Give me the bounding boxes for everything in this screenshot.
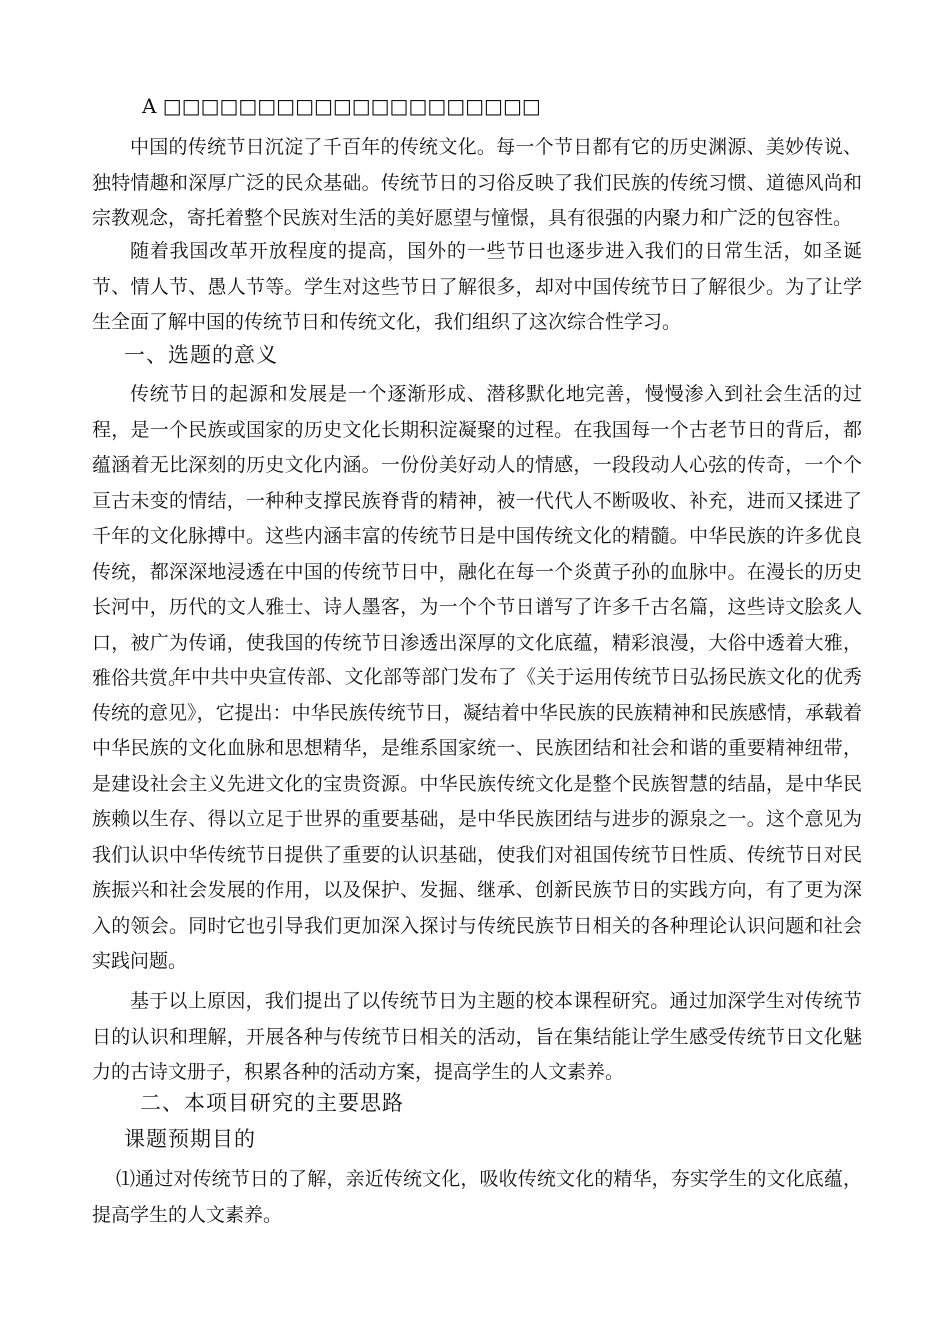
paragraph-reason: 基于以上原因，我们提出了以传统节日为主题的校本课程研究。通过加深学生对传统节日的认识和理解，开展各种与传统节日相关的活动，旨在集结能让学生感受传统节日文化魅力的古诗文册子，积累各种的活动方案，提高学生的人文素养。 xyxy=(92,990,862,1083)
paragraph-background: 随着我国改革开放程度的提高，国外的一些节日也逐步进入我们的日常生活，如圣诞节、情人节、愚人节等。学生对这些节日了解很多，却对中国传统节日了解很少。为了让学生全面了解中国的传统节日和传统文化，我们组织了这次综合性学习。 xyxy=(92,240,862,333)
paragraph-policy: 年中共中央宣传部、文化部等部门发布了《关于运用传统节日弘扬民族文化的优秀传统的意见》，它提出：中华民族传统节日，凝结着中华民族的民族精神和民族感情，承载着中华民族的文化血脉和思想精华，是维系国家统一、民族团结和社会和谐的重要精神纽带，是建设社会主义先进文化的宝贵资源。中华民族传统文化是整个民族智慧的结晶，是中华民族赖以生存、得以立足于世界的重要基础，是中华民族团结与进步的源泉之一。这个意见为我们认识中华传统节日提供了重要的认识基础，使我们对祖国传统节日性质、传统节日对民族振兴和社会发展的作用，以及保护、发掘、继承、创新民族节日的实践方向，有了更为深入的领会。同时它也引导我们更加深入探讨与传统民族节日相关的各种理论认识问题和社会实践问题。 xyxy=(92,666,862,972)
subheading-expected-goals: 课题预期目的 xyxy=(124,1127,256,1151)
paragraph-origin: 传统节日的起源和发展是一个逐渐形成、潜移默化地完善，慢慢渗入到社会生活的过程，是一个民族或国家的历史文化长期积淀凝聚的过程。在我国每一个古老节日的背后，都蕴涵着无比深刻的历史文化内涵。一份份美好动人的情感，一段段动人心弦的传奇，一个个亘古未变的情结，一种种支撑民族脊背的精神，被一代代人不断吸收、补充，进而又揉进了千年的文化脉搏中。这些内涵丰富的传统节日是中国传统文化的精髓。中华民族的许多优良传统，都深深地浸透在中国的传统节日中，融化在每一个炎黄子孙的血脉中。在漫长的历史长河中，历代的文人雅士、诗人墨客，为一个个节日谱写了许多千古名篇，这些诗文脍炙人口，被广为传诵，使我国的传统节日渗透出深厚的文化底蕴，精彩浪漫，大俗中透着大雅，雅俗共赏。 xyxy=(92,383,862,689)
section-heading-significance: 一、选题的意义 xyxy=(124,343,278,367)
paragraph-goal-1: ⑴通过对传统节日的了解，亲近传统文化，吸收传统文化的精华，夯实学生的文化底蕴，提高学生的人文素养。 xyxy=(92,1168,862,1226)
section-heading-approach: 二、本项目研究的主要思路 xyxy=(140,1091,404,1115)
document-title: A □□□□□□□□□□□□□□□□□□□□ xyxy=(142,94,541,118)
paragraph-intro: 中国的传统节日沉淀了千百年的传统文化。每一个节日都有它的历史渊源、美妙传说、独特情趣和深厚广泛的民众基础。传统节日的习俗反映了我们民族的传统习惯、道德风尚和宗教观念，寄托着整个民族对生活的美好愿望与憧憬，具有很强的内聚力和广泛的包容性。 xyxy=(92,136,862,229)
